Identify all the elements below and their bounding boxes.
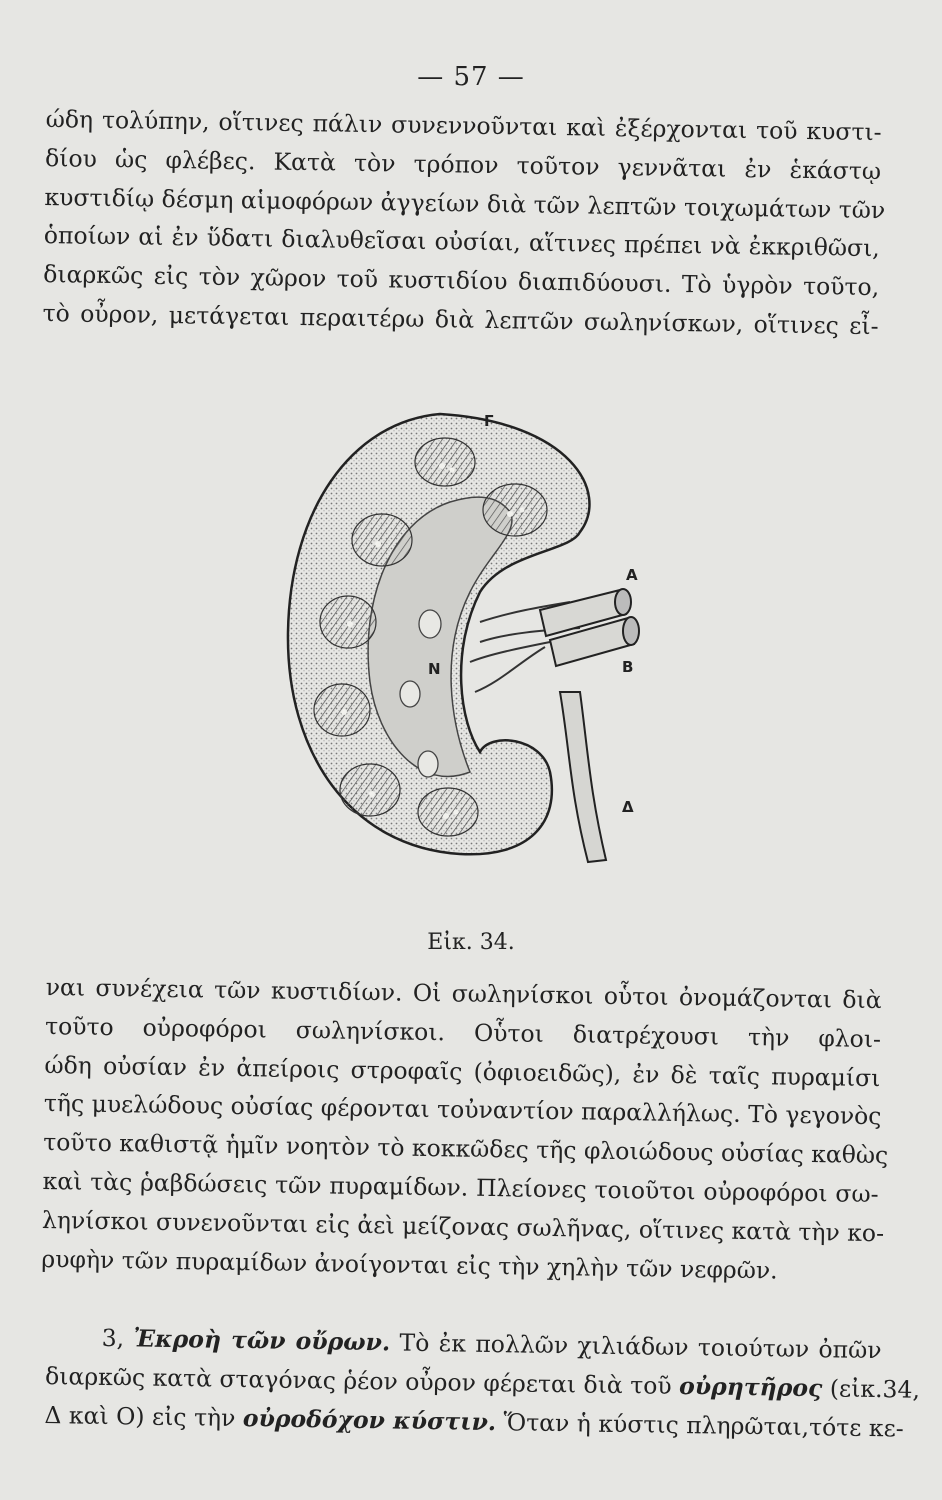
text-line: ληνίσκοι συνενοῦνται εἰς ἀεὶ μείζονας σωλῆνας, οἵτινες κατὰ τὴν κο- (41, 1205, 885, 1247)
text-line: τοῦτο οὐροφόροι σωληνίσκοι. Οὗτοι διατρέχουσι τὴν φλοι- (44, 1011, 882, 1053)
text-fragment: Ὅταν ἡ κύστις πληρῶται,τότε κε- (503, 1407, 904, 1443)
page-number: — 57 — (417, 62, 525, 92)
text-line: κυστιδίῳ δέσμη αἱμοφόρων ἀγγείων διὰ τῶν λεπτῶν τοιχωμάτων τῶν (44, 182, 886, 224)
text-line: τῆς μυελώδους οὐσίας φέρονται τοὐναντίον παραλλήλως. Τὸ γεγονὸς (43, 1089, 882, 1131)
kidney-illustration (270, 392, 670, 892)
text-line: ναι συνέχεια τῶν κυστιδίων. Οἱ σωληνίσκοι οὗτοι ὀνομάζονται διὰ (45, 972, 882, 1015)
text-fragment: Δ καὶ Ο) εἰς τὴν (44, 1400, 236, 1432)
section-heading: Ἐκροὴ τῶν οὔρων. (133, 1324, 391, 1357)
label-n: N (428, 660, 441, 678)
text-line: τοῦτο καθιστᾷ ἡμῖν νοητὸν τὸ κοκκῶδες τῆς φλοιώδους οὐσίας καθὼς (43, 1128, 889, 1170)
text-line: δίου ὡς φλέβες. Κατὰ τὸν τρόπον τοῦτον γεννᾶται ἐν ἑκάστῳ (44, 143, 882, 185)
label-alpha: Α (626, 566, 638, 584)
text-fragment: Τὸ ἐκ πολλῶν χιλιάδων τοιούτων ὀπῶν (399, 1328, 882, 1365)
text-line: ώδη τολύπην, οἵτινες πάλιν συνεννοῦνται καὶ ἐξέρχονται τοῦ κυστι- (45, 104, 882, 147)
text-line: ὁποίων αἱ ἐν ὕδατι διαλυθεῖσαι οὐσίαι, αἵτινες πρέπει νὰ ἐκκριθῶσι, (43, 221, 880, 263)
term-ureter: οὐρητῆρος (678, 1371, 823, 1402)
text-line: ρυφὴν τῶν πυραμίδων ἀνοίγονται εἰς τὴν χηλὴν τῶν νεφρῶν. (41, 1244, 778, 1285)
label-delta: Δ (622, 798, 634, 816)
term-bladder: οὐροδόχον κύστιν. (242, 1403, 497, 1436)
text-line: ώδη οὐσίαν ἐν ἀπείροις στροφαῖς (ὀφιοειδῶς), ἐν δὲ ταῖς πυραμίσι (44, 1050, 881, 1092)
paragraph-2 (41, 968, 889, 1291)
paragraph-1 (42, 100, 886, 346)
text-line: διαρκῶς εἰς τὸν χῶρον τοῦ κυστιδίου διαπιδύουσι. Τὸ ὑγρὸν τοῦτο, (43, 260, 880, 302)
text-fragment: (εἰκ.34, (829, 1374, 921, 1404)
text-line: καὶ τὰς ῥαβδώσεις τῶν πυραμίδων. Πλείονες τοιοῦτοι οὐροφόροι σω- (42, 1166, 879, 1209)
text-line: τὸ οὖρον, μετάγεται περαιτέρω διὰ λεπτῶν σωληνίσκων, οἵτινες εἶ- (42, 298, 879, 341)
section-number: 3, (101, 1323, 125, 1353)
kidney-cross-section (270, 392, 670, 892)
paragraph-3 (44, 1318, 921, 1448)
text-fragment: διαρκῶς κατὰ σταγόνας ῥέον οὖρον φέρεται διὰ τοῦ (44, 1361, 672, 1400)
label-beta: Β (622, 658, 634, 676)
figure-caption: Εἰκ. 34. (427, 930, 515, 955)
label-gamma: Γ (484, 412, 494, 430)
